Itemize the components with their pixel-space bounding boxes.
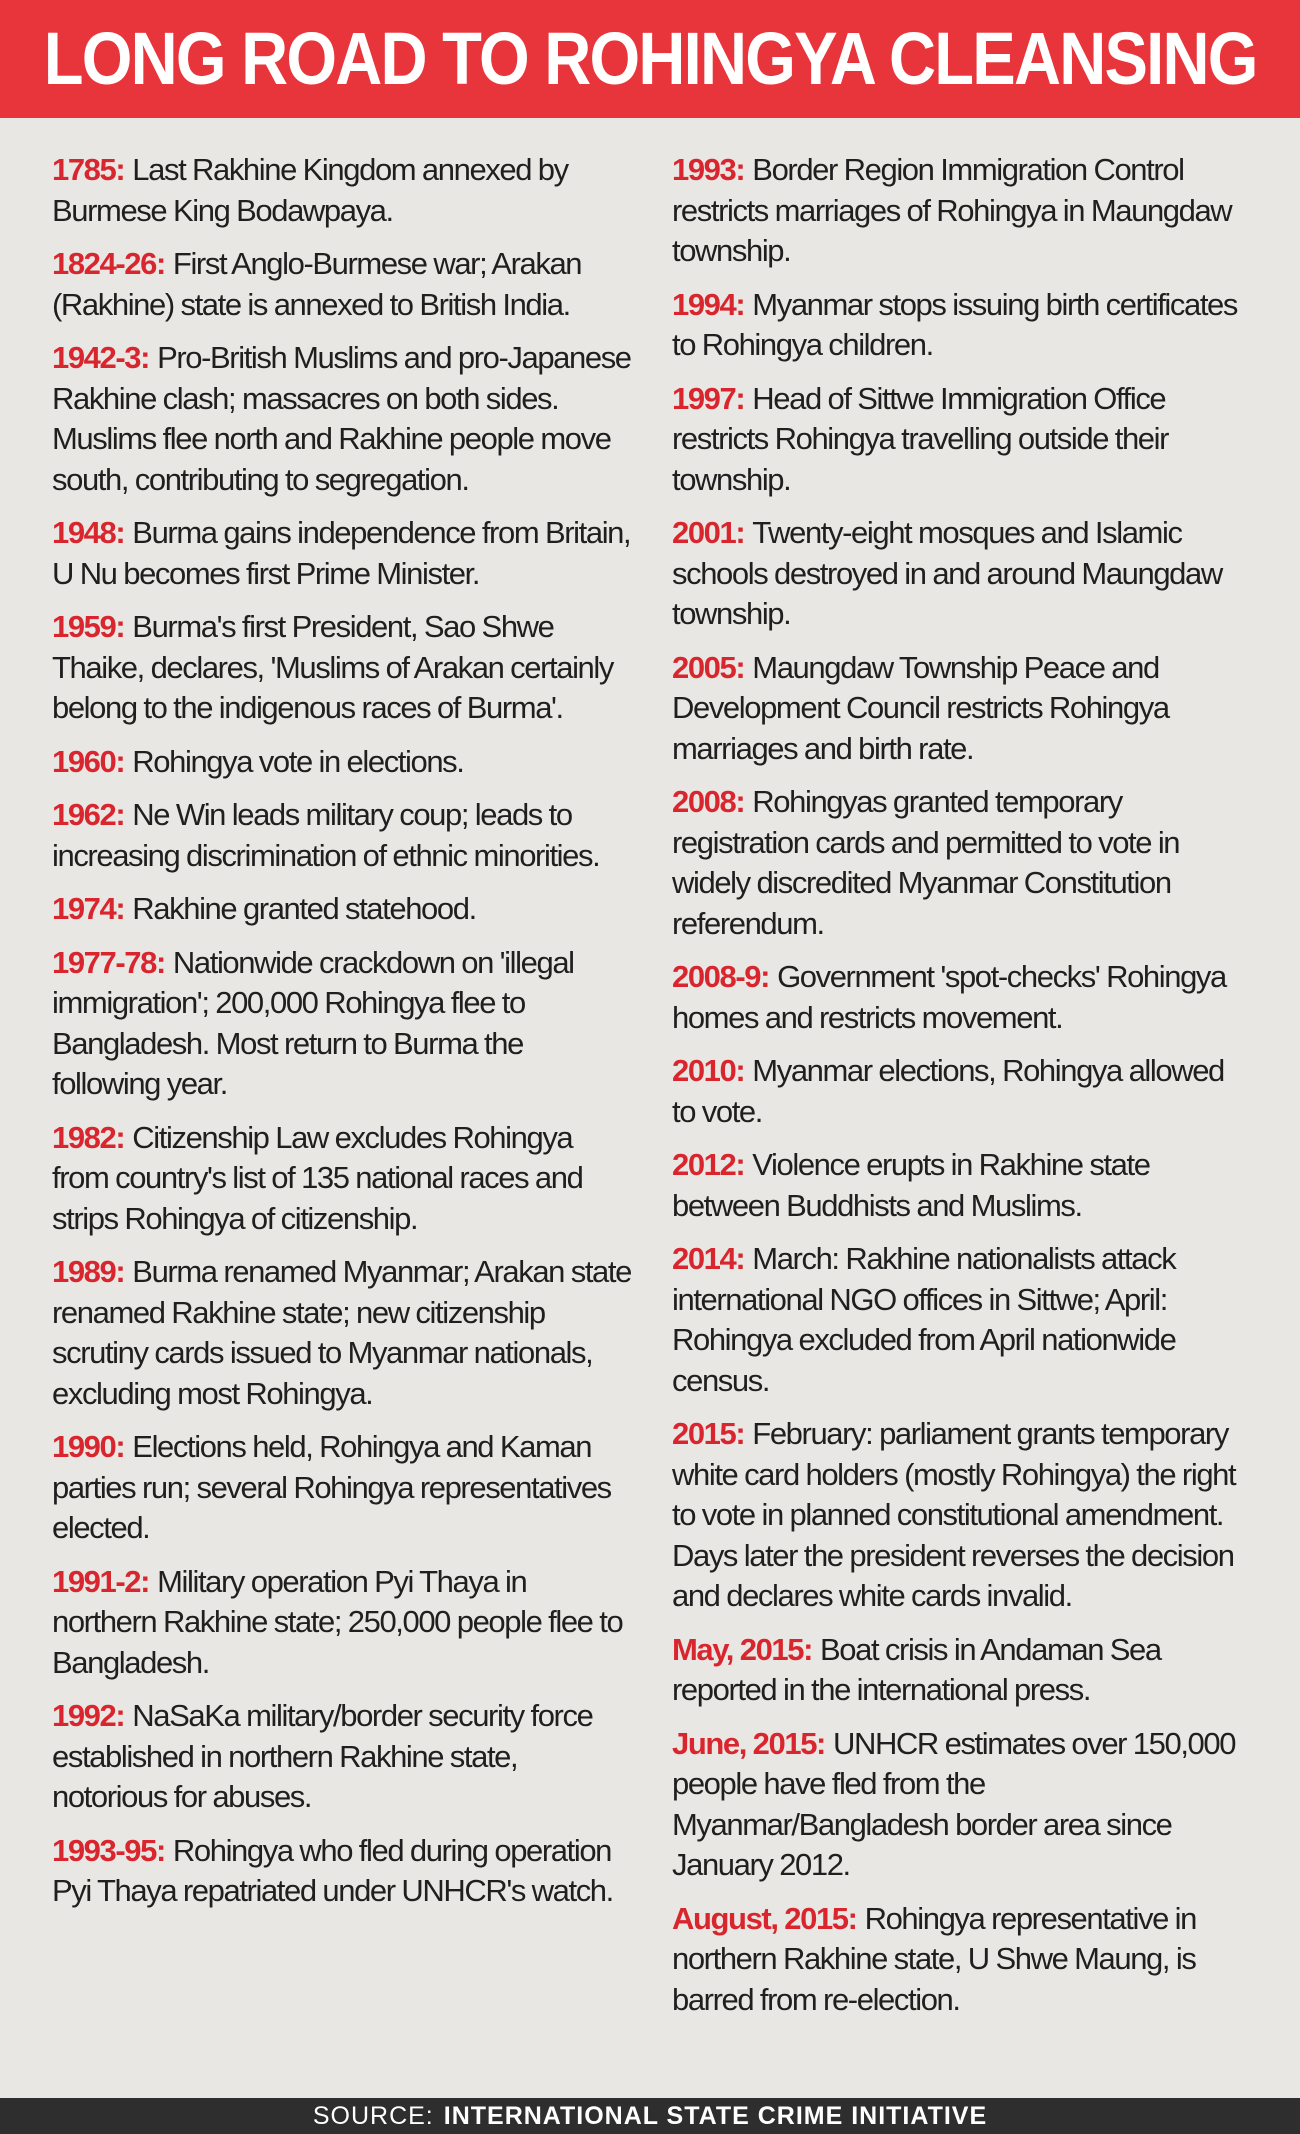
entry-year: 1992: <box>52 1698 125 1733</box>
entry-text: Ne Win leads military coup; leads to increasing discrimination of ethnic minorities. <box>52 797 600 873</box>
entry-text: Rakhine granted statehood. <box>132 891 476 926</box>
timeline-entry <box>672 285 1252 366</box>
entry-year: 1982: <box>52 1119 125 1155</box>
entry-year: 2014: <box>672 1241 745 1276</box>
entry-text: Boat crisis in Andaman Sea reported in the international press. <box>672 1631 1161 1707</box>
timeline-entry <box>672 1051 1252 1132</box>
entry-text: Pro-British Muslims and pro-Japanese Rakhine clash; massacres on both sides. Muslims flee north and Rakhine people move south, contributing to segregation. <box>52 340 631 497</box>
timeline-entry <box>52 1118 632 1240</box>
timeline-entry <box>52 338 632 500</box>
entry-year: 1960: <box>52 743 125 779</box>
entry-text: Burma gains independence from Britain, U Nu becomes first Prime Minister. <box>52 515 631 591</box>
entry-year: 1997: <box>672 380 745 416</box>
entry-text: Elections held, Rohingya and Kaman parties run; several Rohingya representatives elected. <box>52 1429 611 1545</box>
entry-text: February: parliament grants temporary white card holders (mostly Rohingya) the right to vote in planned constitutional amendment. Days later the president reverses the decision and declares white cards invalid. <box>672 1416 1236 1613</box>
entry-text: NaSaKa military/border security force established in northern Rakhine state, notorious for abuses. <box>52 1698 593 1814</box>
entry-year: 2015: <box>672 1416 745 1451</box>
entry-text: Head of Sittwe Immigration Office restricts Rohingya travelling outside their township. <box>672 380 1169 497</box>
timeline-entry <box>672 782 1252 944</box>
entry-year: 1948: <box>52 515 125 550</box>
entry-year: 1993: <box>672 152 745 187</box>
entry-year: 2012: <box>672 1147 745 1182</box>
entry-year: 2005: <box>672 649 745 685</box>
entry-year: August, 2015: <box>672 1900 857 1936</box>
timeline-entry <box>52 889 632 930</box>
source-footer <box>0 2098 1300 2134</box>
timeline-entry <box>672 1239 1252 1401</box>
entry-text: Rohingya representative in northern Rakhine state, U Shwe Maung, is barred from re-election. <box>672 1900 1196 2017</box>
entry-text: Rohingyas granted temporary registration cards and permitted to vote in widely discredited Myanmar Constitution referendum. <box>672 784 1180 941</box>
entry-year: 1942-3: <box>52 340 150 375</box>
timeline-entry <box>52 244 632 325</box>
entry-text: Nationwide crackdown on 'illegal immigration'; 200,000 Rohingya flee to Bangladesh. Most return to Burma the following year. <box>52 944 574 1101</box>
entry-text: Last Rakhine Kingdom annexed by Burmese King Bodawpaya. <box>52 152 568 228</box>
entry-text: Citizenship Law excludes Rohingya from country's list of 135 national races and strips Rohingya of citizenship. <box>52 1119 583 1236</box>
header-banner <box>0 0 1300 118</box>
timeline-entry <box>52 1427 632 1549</box>
entry-text: Rohingya who fled during operation Pyi Thaya repatriated under UNHCR's watch. <box>52 1832 613 1908</box>
timeline-entry <box>672 957 1252 1038</box>
entry-text: Border Region Immigration Control restricts marriages of Rohingya in Maungdaw township. <box>672 152 1232 268</box>
timeline-entry <box>52 742 632 783</box>
entry-text: UNHCR estimates over 150,000 people have fled from the Myanmar/Bangladesh border area since January 2012. <box>672 1725 1236 1882</box>
timeline-entry <box>52 1252 632 1414</box>
timeline-entry <box>672 379 1252 501</box>
timeline-right-column <box>672 150 1252 2033</box>
timeline-entry <box>672 648 1252 770</box>
entry-year: 2008-9: <box>672 959 770 994</box>
timeline-entry <box>52 150 632 231</box>
timeline-entry <box>52 607 632 729</box>
entry-year: 1962: <box>52 797 125 832</box>
entry-text: March: Rakhine nationalists attack international NGO offices in Sittwe; April: Rohingya excluded from April nationwide census. <box>672 1241 1176 1398</box>
entry-year: 1989: <box>52 1254 125 1289</box>
entry-year: 1990: <box>52 1429 125 1464</box>
timeline-entry <box>672 1724 1252 1886</box>
timeline-entry <box>672 1899 1252 2021</box>
entry-year: 1974: <box>52 891 125 926</box>
entry-text: Government 'spot-checks' Rohingya homes and restricts movement. <box>672 959 1226 1035</box>
timeline-entry <box>672 1630 1252 1711</box>
entry-year: June, 2015: <box>672 1725 825 1761</box>
entry-year: 1991-2: <box>52 1563 150 1599</box>
entry-year: 1993-95: <box>52 1832 165 1868</box>
entry-text: Burma renamed Myanmar; Arakan state renamed Rakhine state; new citizenship scrutiny cards issued to Myanmar nationals, excluding most Rohingya. <box>52 1254 631 1411</box>
timeline-entry <box>52 795 632 876</box>
entry-year: 2008: <box>672 784 745 819</box>
entry-year: 2001: <box>672 515 745 550</box>
entry-text: Myanmar elections, Rohingya allowed to vote. <box>672 1053 1224 1129</box>
entry-text: Burma's first President, Sao Shwe Thaike, declares, 'Muslims of Arakan certainly belong to the indigenous races of Burma'. <box>52 609 613 725</box>
entry-text: Military operation Pyi Thaya in northern Rakhine state; 250,000 people flee to Bangladesh. <box>52 1563 623 1680</box>
timeline-entry <box>52 943 632 1105</box>
timeline-entry <box>672 1145 1252 1226</box>
timeline-left-column <box>52 150 632 1925</box>
entry-text: Twenty-eight mosques and Islamic schools destroyed in and around Maungdaw township. <box>672 515 1222 631</box>
entry-year: 1977-78: <box>52 944 165 980</box>
entry-year: 1824-26: <box>52 246 165 281</box>
entry-text: Myanmar stops issuing birth certificates to Rohingya children. <box>672 286 1237 362</box>
entry-text: Violence erupts in Rakhine state between Buddhists and Muslims. <box>672 1147 1150 1223</box>
entry-year: 1994: <box>672 286 745 322</box>
timeline-entry <box>52 1562 632 1684</box>
timeline-entry <box>52 1831 632 1912</box>
source-name: INTERNATIONAL STATE CRIME INITIATIVE <box>443 2101 988 2130</box>
entry-text: First Anglo-Burmese war; Arakan (Rakhine) state is annexed to British India. <box>52 246 582 322</box>
entry-text: Rohingya vote in elections. <box>132 743 464 779</box>
entry-year: 1959: <box>52 609 125 644</box>
timeline-entry <box>672 150 1252 272</box>
page-title: LONG ROAD TO ROHINGYA CLEANSING <box>43 17 1257 100</box>
timeline-entry <box>52 513 632 594</box>
timeline-entry <box>52 1696 632 1818</box>
timeline-entry <box>672 1414 1252 1617</box>
entry-year: May, 2015: <box>672 1631 813 1667</box>
entry-year: 1785: <box>52 152 125 187</box>
timeline-entry <box>672 513 1252 635</box>
entry-year: 2010: <box>672 1053 745 1088</box>
timeline <box>52 150 1262 2040</box>
source-label: SOURCE: <box>312 2101 434 2130</box>
entry-text: Maungdaw Township Peace and Development Council restricts Rohingya marriages and birth rate. <box>672 649 1169 766</box>
